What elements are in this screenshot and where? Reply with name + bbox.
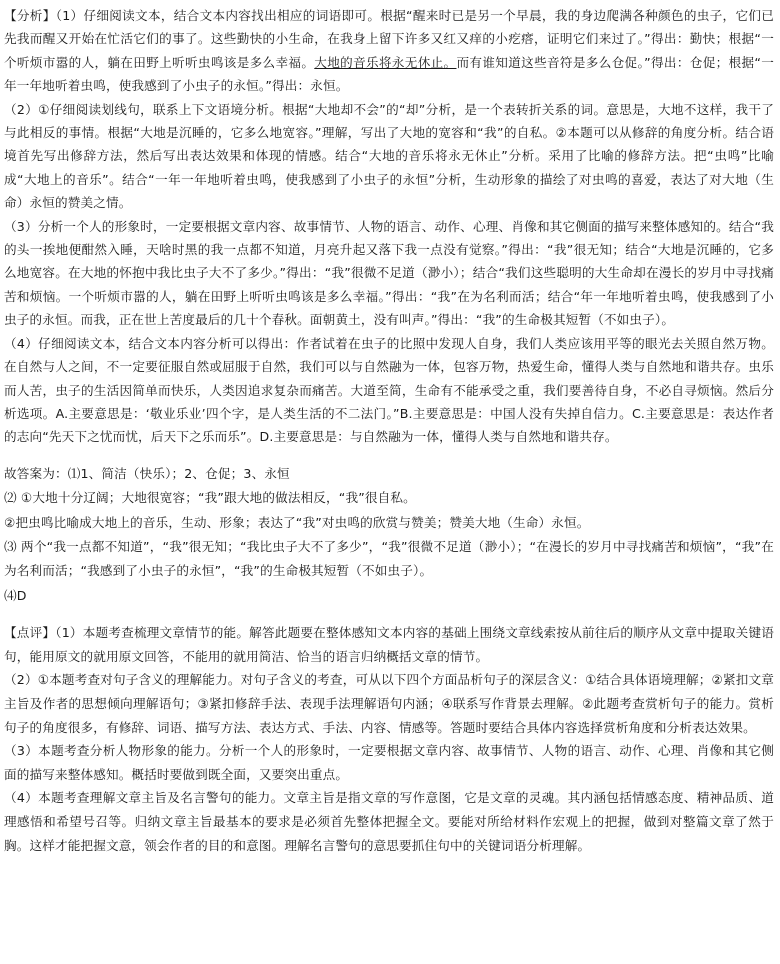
underlined-sentence: 大地的音乐将永无休止。 [314,54,457,70]
comment-part-2: （2）①本题考查对句子含义的理解能力。对句子含义的考查，可从以下四个方面品析句子的深层含义：①结合具体语境理解；②紧扣文章主旨及作者的思想倾向理解语句；③紧扣修辞手法、表现手法理解语句内涵；④联系写作背景去理解。②此题考查赏析句子的能力。赏析句子的角度很多，有修辞、词语、描写方法、表达方式、手法、内容、情感等。答题时要结合具体内容选择赏析角度和分析表达效果。 [4,672,774,735]
comment-section [4,621,774,857]
comment-part-3: （3）本题考查分析人物形象的能力。分析一个人的形象时，一定要根据文章内容、故事情节、人物的语言、动作、心理、肖像和其它侧面的描写来整体感知。概括时要做到既全面，又要突出重点。 [4,743,774,782]
answer-line-2: ⑵ ①大地十分辽阔；大地很宽容；“我”跟大地的做法相反，“我”很自私。 [4,490,416,506]
comment-part-4: （4）本题考查理解文章主旨及名言警句的能力。文章主旨是指文章的写作意图，它是文章的灵魂。其内涵包括情感态度、精神品质、道理感悟和希望号召等。归纳文章主旨最基本的要求是必须首先整体把握全文。要能对所给材料作宏观上的把握，做到对整篇文章了然于胸。这样才能把握文意，领会作者的目的和意图。理解名言警句的意思要抓住句中的关键词语分析理解。 [4,790,774,853]
answer-section [4,462,774,608]
analysis-part-2: （2）①仔细阅读划线句，联系上下文语境分析。根据“大地却不会”的“却”分析，是一个表转折关系的词。意思是，大地不这样，我干了与此相反的事情。根据“大地是沉睡的，它多么地宽容。”理解，写出了大地的宽容和“我”的自私。②本题可以从修辞的角度分析。结合语境首先写出修辞方法，然后写出表达效果和体现的情感。结合“大地的音乐将永无休止”分析。采用了比喻的修辞方法。把“虫鸣”比喻成“大地上的音乐”。结合“一年一年地听着虫鸣，使我感到了小虫子的永恒”分析，生动形象的描绘了对虫鸣的喜爱，表达了对大地（生命）永恒的赞美之情。 [4,101,774,211]
analysis-part-4: （4）仔细阅读文本，结合文本内容分析可以得出：作者试着在虫子的比照中发现人自身，我们人类应该用平等的眼光去关照自然万物。在自然与人之间，不一定要征服自然或屈服于自然，我们可以与自然融为一体，包容万物，热爱生命，懂得人类与自然地和谐共存。虫乐而人苦，虫子的生活因简单而快乐，人类因追求复杂而痛苦。大道至简，生命有不能承受之重，我们要善待自身，不必自寻烦恼。然后分析选项。A.主要意思是：‘敬业乐业’四个字，是人类生活的不二法门。”B.主要意思是：中国人没有失掉自信力。C.主要意思是：表达作者的志向“先天下之忧而忧，后天下之乐而乐”。D.主要意思是：与自然融为一体，懂得人类与自然地和谐共存。 [4,335,774,445]
answer-line-5: ⑷D [4,587,27,603]
answer-line-4: ⑶ 两个“我一点都不知道”，“我”很无知；“我比虫子大不了多少”，“我”很微不足道（渺小）；“在漫长的岁月中寻找痛苦和烦恼”，“我”在为名利而活；“我感到了小虫子的永恒”，“我”的生命极其短暂（不如虫子）。 [4,538,774,579]
answer-line-1: 故答案为：⑴1、简洁（快乐）；2、仓促；3、永恒 [4,465,290,481]
analysis-section [4,4,774,449]
analysis-part-1 [4,4,774,98]
analysis-part-1-text-a: 【分析】（1）仔细阅读文本，结合文本内容找出相应的词语即可。根据“醒来时已是另一个早晨，我的身边爬满各种颜色的虫子，它们已先我而醒又开始在忙活它们的事了。这些勤快的小生命，在我身上留下许多又红又痒的小疙瘩，证明它们来过了。”得出：勤快；根据“一个听烦市嚣的人，躺在田野上听听虫鸣该是多么幸福。 [4,8,774,70]
comment-part-1: 【点评】（1）本题考查梳理文章情节的能。解答此题要在整体感知文本内容的基础上围绕文章线索按从前往后的顺序从文章中提取关键语句，能用原文的就用原文回答，不能用的就用简洁、恰当的语言归纳概括文章的情节。 [4,625,774,664]
answer-line-3: ②把虫鸣比喻成大地上的音乐，生动、形象；表达了“我”对虫鸣的欣赏与赞美；赞美大地（生命）永恒。 [4,514,590,530]
analysis-part-1-text-b: 而有谁知道这些音符是多么仓促。”得出：仓促；根据“一年一年地听着虫鸣，使我感到了小虫子的永恒。”得出：永恒。 [4,54,775,94]
analysis-part-3: （3）分析一个人的形象时，一定要根据文章内容、故事情节、人物的语言、动作、心理、肖像和其它侧面的描写来整体感知的。结合“我的头一挨地便酣然入睡，天啥时黑的我一点都不知道，月亮升起又落下我一点没有觉察。”得出：“我”很无知；结合“大地是沉睡的，它多么地宽容。在大地的怀抱中我比虫子大不了多少。”得出：“我”很微不足道（渺小）；结合“我们这些聪明的大生命却在漫长的岁月中寻找痛苦和烦恼。一个听烦市嚣的人，躺在田野上听听虫鸣该是多么幸福。”得出：“我”在为名利而活；结合“年一年地听着虫鸣，使我感到了小虫子的永恒。而我，正在世上苦度最后的几十个春秋。面朝黄土，没有叫声。”得出：“我”的生命极其短暂（不如虫子）。 [4,218,774,328]
